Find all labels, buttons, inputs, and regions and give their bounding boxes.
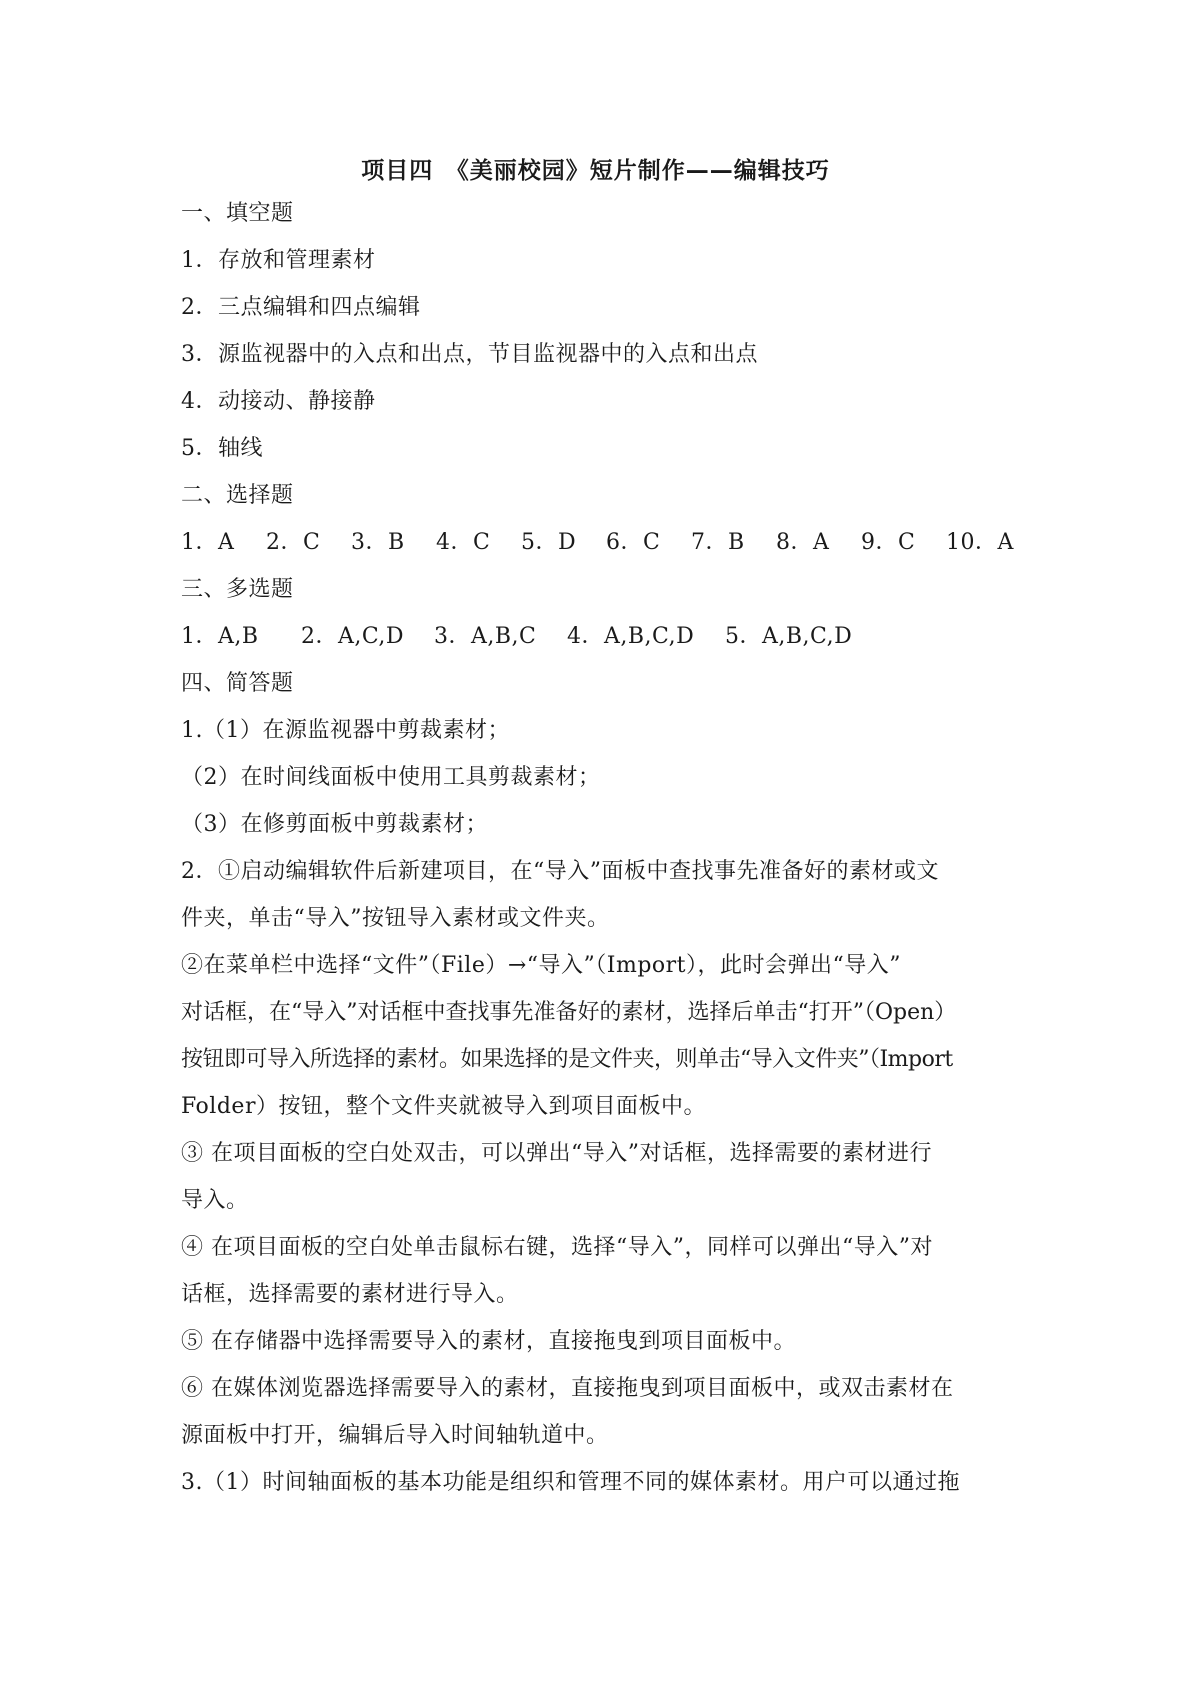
short-answer-line: 对话框，在“导入”对话框中查找事先准备好的素材，选择后单击“打开”（Open） [181,1000,957,1025]
short-answer-line: ③ 在项目面板的空白处双击，可以弹出“导入”对话框，选择需要的素材进行 [181,1141,932,1166]
fill-blank-answer-4: 4．动接动、静接静 [181,389,376,414]
section-heading-multi-choice: 三、多选题 [181,577,294,602]
fill-blank-answer-1: 1．存放和管理素材 [181,248,376,273]
single-choice-answers [181,529,1014,557]
short-answer-line: 件夹，单击“导入”按钮导入素材或文件夹。 [181,906,610,931]
section-heading-fill-blank: 一、填空题 [181,201,294,226]
short-answer-line: 源面板中打开，编辑后导入时间轴轨道中。 [181,1423,609,1448]
single-choice-answer: 8．A [776,530,830,555]
fill-blank-answer-5: 5．轴线 [181,436,263,461]
single-choice-answer: 1．A [181,530,235,555]
single-choice-answer: 7．B [691,530,745,555]
multi-choice-answer: 5．A,B,C,D [725,624,853,649]
section-heading-single-choice: 二、选择题 [181,483,294,508]
fill-blank-answer-3: 3．源监视器中的入点和出点，节目监视器中的入点和出点 [181,342,758,367]
short-answer-line: （3）在修剪面板中剪裁素材； [181,812,488,837]
short-answer-line: ⑤ 在存储器中选择需要导入的素材，直接拖曳到项目面板中。 [181,1329,796,1354]
short-answer-line: Folder）按钮，整个文件夹就被导入到项目面板中。 [181,1094,706,1119]
single-choice-answer: 10．A [946,530,1014,555]
short-answer-line: 话框，选择需要的素材进行导入。 [181,1282,519,1307]
short-answer-line: ⑥ 在媒体浏览器选择需要导入的素材，直接拖曳到项目面板中，或双击素材在 [181,1376,954,1401]
multi-choice-answers [181,623,852,651]
multi-choice-answer: 4．A,B,C,D [567,624,695,649]
single-choice-answer: 4．C [436,530,491,555]
single-choice-answer: 9．C [861,530,916,555]
multi-choice-answer: 3．A,B,C [434,624,537,649]
short-answer-line: ②在菜单栏中选择“文件”（File）→“导入”（Import），此时会弹出“导入” [181,953,902,978]
short-answer-line: 2．①启动编辑软件后新建项目，在“导入”面板中查找事先准备好的素材或文 [181,859,939,884]
short-answer-line: 导入。 [181,1188,249,1213]
single-choice-answer: 3．B [351,530,405,555]
short-answer-line: ④ 在项目面板的空白处单击鼠标右键，选择“导入”，同样可以弹出“导入”对 [181,1235,933,1260]
single-choice-answer: 6．C [606,530,661,555]
multi-choice-answer: 2．A,C,D [301,624,405,649]
short-answer-line: 1.（1）在源监视器中剪裁素材； [181,718,510,743]
document-title: 项目四 《美丽校园》短片制作——编辑技巧 [361,158,830,184]
section-heading-short-answer: 四、简答题 [181,671,294,696]
short-answer-line: 3.（1）时间轴面板的基本功能是组织和管理不同的媒体素材。用户可以通过拖 [181,1470,960,1495]
multi-choice-answer: 1．A,B [181,624,259,649]
short-answer-line: 按钮即可导入所选择的素材。如果选择的是文件夹，则单击“导入文件夹”（Import [181,1047,953,1072]
single-choice-answer: 2．C [266,530,321,555]
short-answer-line: （2）在时间线面板中使用工具剪裁素材； [181,765,601,790]
fill-blank-answer-2: 2．三点编辑和四点编辑 [181,295,421,320]
single-choice-answer: 5．D [521,530,577,555]
